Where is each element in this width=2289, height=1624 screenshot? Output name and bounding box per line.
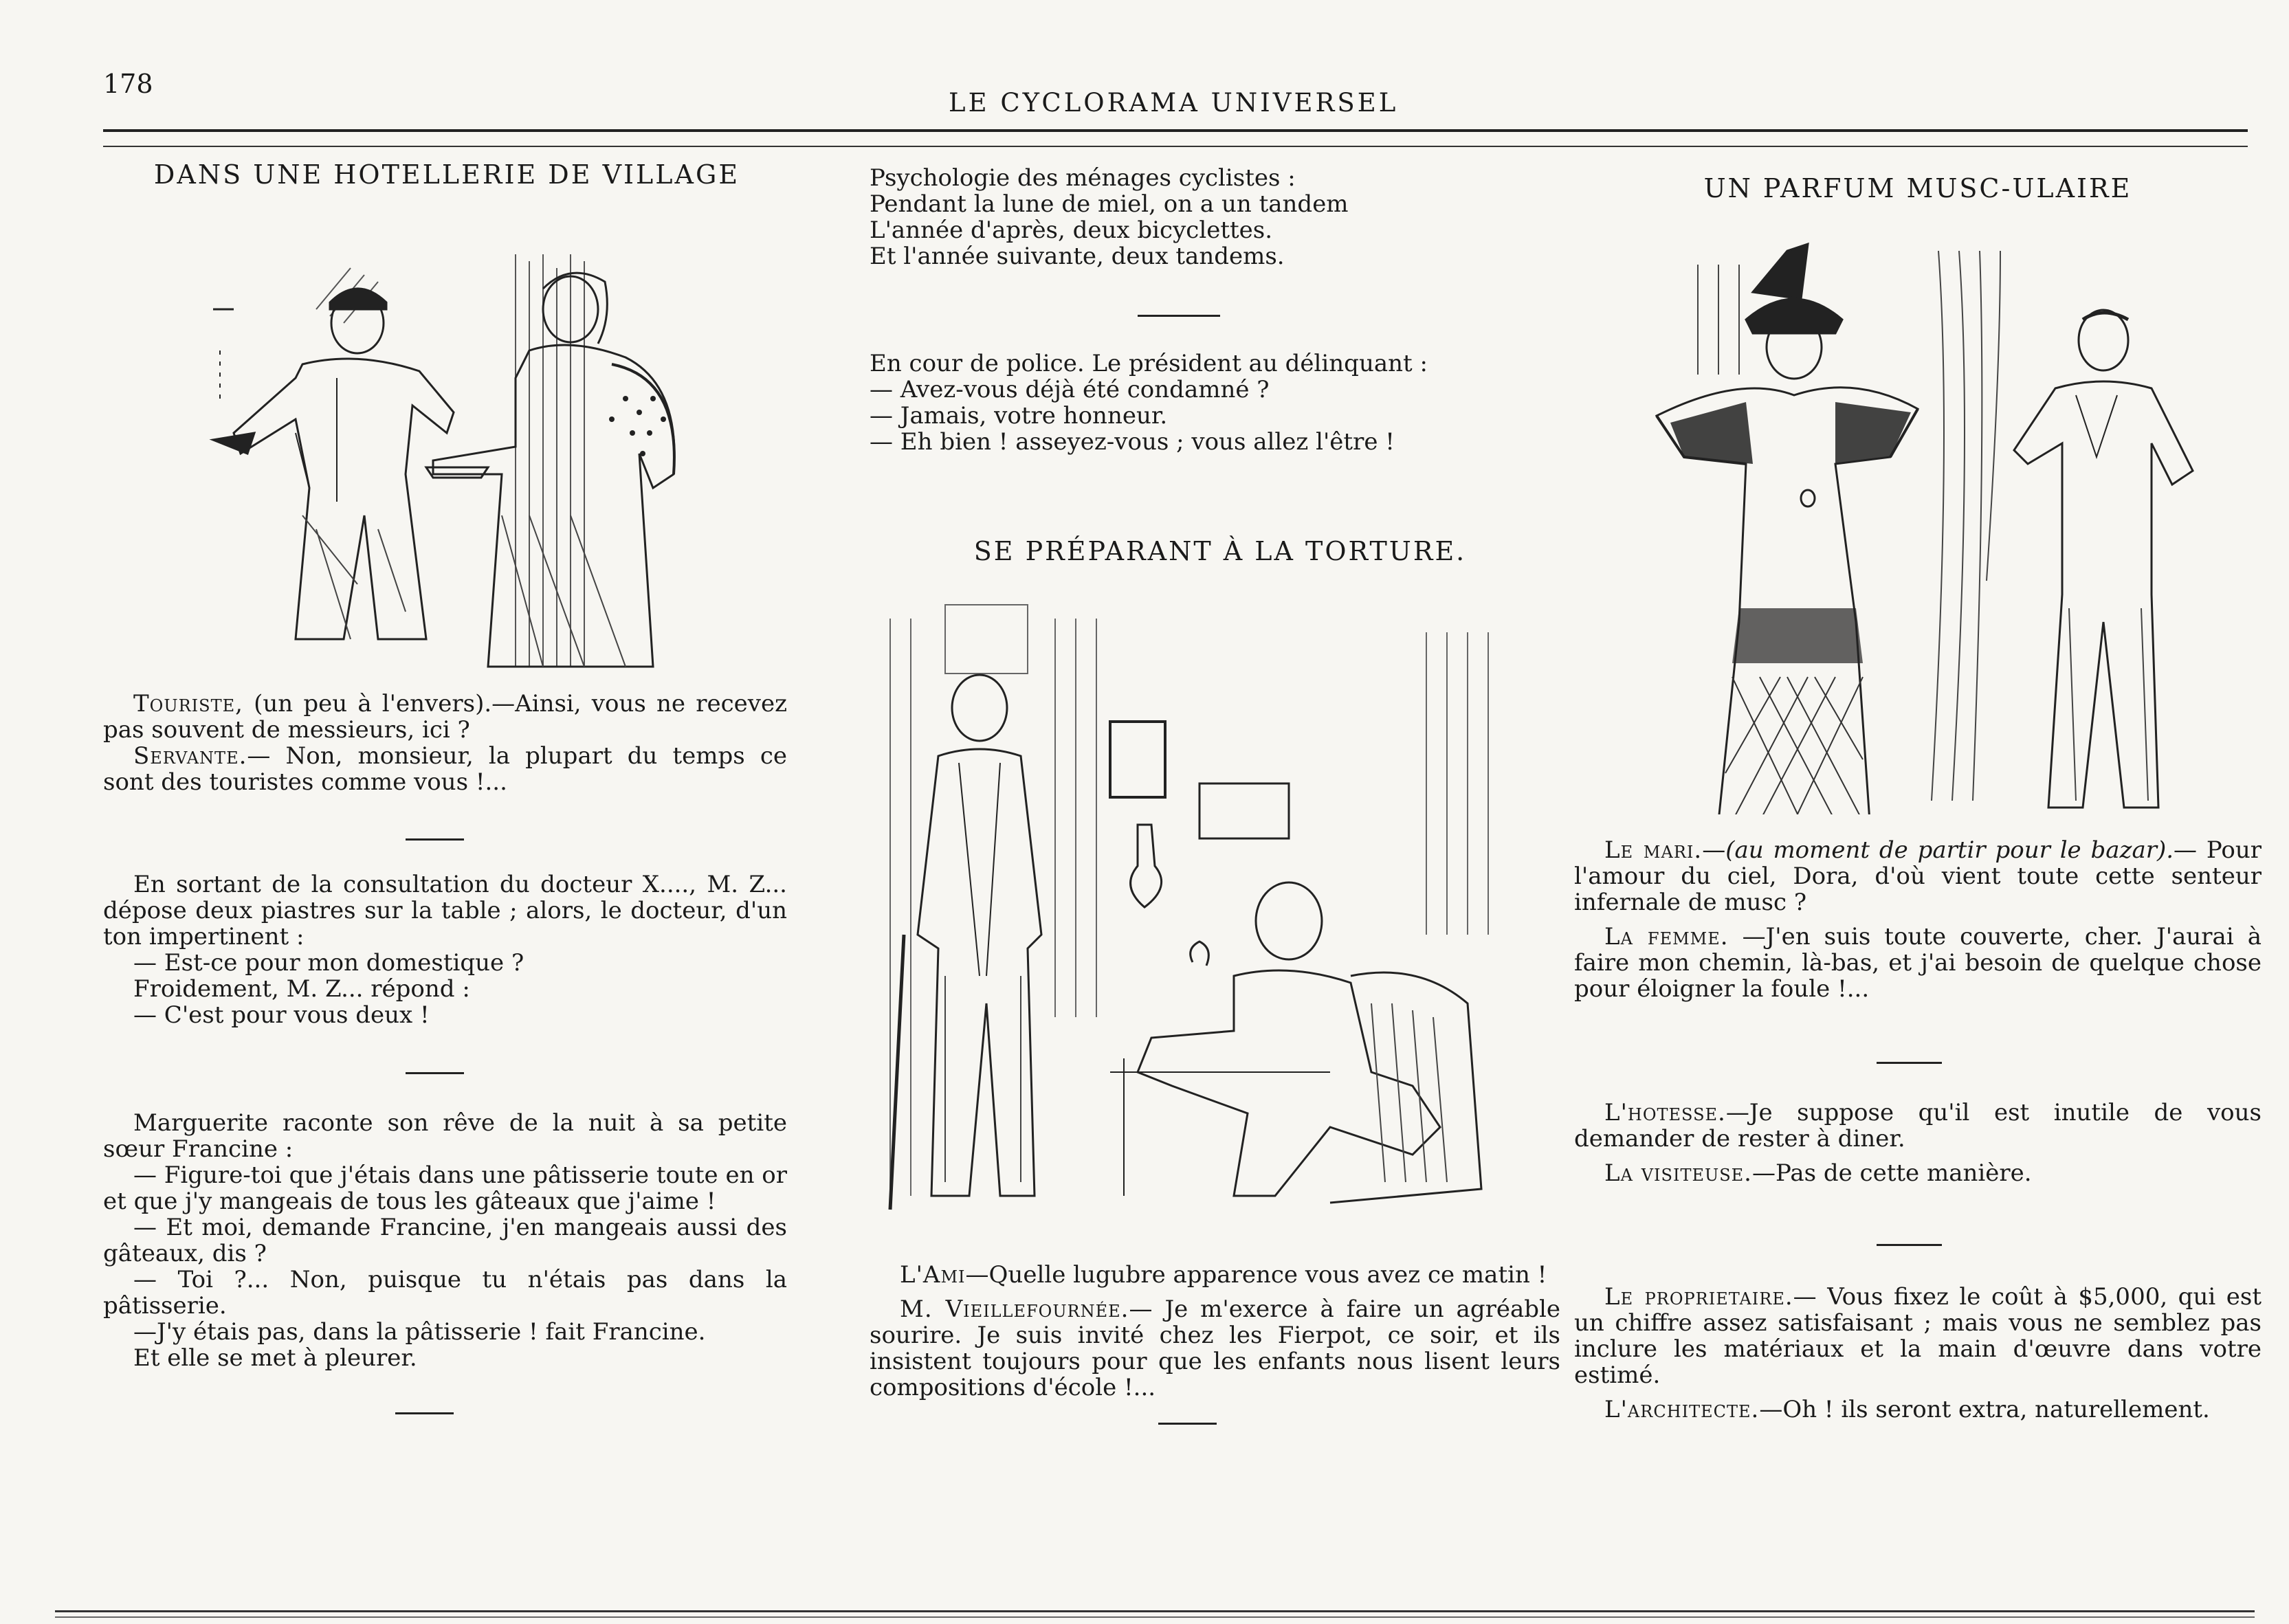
vieillefournee-line: — Je m'exerce à faire un agréable sourire. Je suis invité chez les Fierpot, ce soir, et ils insistent toujours pour que les enfants nous lisent leurs compositions d'école !... [870, 1295, 1560, 1401]
mari-line: — Pour l'amour du ciel, Dora, d'où vient toute cette senteur infernale de musc ? [1574, 836, 2262, 916]
running-title: LE CYCLORAMA UNIVERSEL [949, 88, 1399, 118]
speaker-proprietaire: Le proprietaire. [1604, 1283, 1793, 1311]
touriste-line: (un peu à l'envers).—Ainsi, vous ne recevez pas souvent de messieurs, ici ? [103, 690, 787, 744]
separator-rule [1158, 1423, 1217, 1425]
speaker-visiteuse: La visiteuse. [1604, 1159, 1752, 1187]
story-line: Froidement, M. Z... répond : [133, 975, 470, 1003]
separator-rule [406, 838, 464, 841]
police-line: En cour de police. Le président au délinquant : [870, 350, 1428, 377]
col2-police [870, 351, 1557, 455]
proprietaire-line: — Vous fixez le coût à $5,000, qui est un chiffre assez satisfaisant ; mais vous ne semblez pas inclure les matériaux et la main d'œuvre dans votre estimé. [1574, 1283, 2262, 1389]
speaker-ami: L'Ami [900, 1261, 966, 1289]
footer-rule [55, 1610, 2255, 1612]
story-line: — Est-ce pour mon domestique ? [133, 949, 524, 977]
story-line: — Figure-toi que j'étais dans une pâtisserie toute en or et que j'y mangeais de tous les gâteaux que j'aime ! [103, 1161, 788, 1215]
col2-title: SE PRÉPARANT À LA TORTURE. [973, 536, 1467, 566]
col1-story-doctor [103, 871, 787, 1028]
poem-line: Et l'année suivante, deux tandems. [870, 243, 1285, 270]
col1-title: DANS UNE HOTELLERIE DE VILLAGE [153, 159, 740, 190]
servante-line: — Non, monsieur, la plupart du temps ce sont des touristes comme vous !... [103, 742, 787, 796]
separator-rule [1138, 315, 1220, 317]
col3-dialog3 [1574, 1284, 2262, 1423]
col3-title: UN PARFUM MUSC-ULAIRE [1703, 173, 2132, 203]
speaker-touriste: Touriste, [133, 690, 243, 718]
poem-line: L'année d'après, deux bicyclettes. [870, 216, 1273, 244]
speaker-femme: La femme. [1604, 923, 1729, 950]
poem-line: Pendant la lune de miel, on a un tandem [870, 190, 1349, 218]
police-line: — Eh bien ! asseyez-vous ; vous allez l'être ! [870, 428, 1395, 456]
page-number: 178 [103, 69, 153, 99]
speaker-hotesse: L'hotesse. [1604, 1099, 1726, 1126]
police-line: — Avez-vous déjà été condamné ? [870, 376, 1270, 403]
police-line: — Jamais, votre honneur. [870, 402, 1168, 430]
col1-story-marguerite [103, 1110, 787, 1371]
footer-rule-thin [55, 1616, 2255, 1618]
speaker-servante: Servante. [133, 742, 247, 770]
torture-illustration [849, 591, 1540, 1244]
story-line: — Et moi, demande Francine, j'en mangeais aussi des gâteaux, dis ? [103, 1214, 787, 1267]
femme-line: —J'en suis toute couverte, cher. J'aurai à faire mon chemin, là-bas, et j'ai besoin de quelque chose pour éloigner la foule !... [1574, 923, 2262, 1003]
ami-line: —Quelle lugubre apparence vous avez ce matin ! [965, 1261, 1547, 1289]
separator-rule [395, 1412, 454, 1414]
story-line: Marguerite raconte son rêve de la nuit à sa petite sœur Francine : [103, 1109, 787, 1163]
header-rule [103, 129, 2248, 132]
speaker-mari: Le mari. [1604, 836, 1703, 864]
separator-rule [406, 1072, 464, 1074]
separator-rule [1877, 1244, 1942, 1246]
story-line: —J'y étais pas, dans la pâtisserie ! fait Francine. [133, 1318, 706, 1346]
col3-dialog1 [1574, 837, 2262, 1002]
col1-dialog1 [103, 691, 787, 795]
header-rule-thin [103, 146, 2248, 147]
col2-dialog [870, 1262, 1560, 1401]
hotesse-line: —Je suppose qu'il est inutile de vous demander de rester à diner. [1574, 1099, 2262, 1153]
mari-dash: — [1702, 836, 1726, 864]
story-line: — C'est pour vous deux ! [133, 1001, 430, 1029]
hotel-illustration [131, 227, 790, 680]
visiteuse-line: —Pas de cette manière. [1751, 1159, 2032, 1187]
separator-rule [1877, 1062, 1942, 1064]
speaker-vieillefournee: M. Vieillefournée. [900, 1295, 1129, 1323]
poem-line: Psychologie des ménages cyclistes : [870, 164, 1296, 192]
mari-stage-direction: (au moment de partir pour le bazar). [1725, 836, 2174, 864]
parfum-illustration [1629, 237, 2248, 814]
speaker-architecte: L'architecte. [1604, 1396, 1760, 1423]
col2-poem [870, 165, 1557, 269]
story-line: En sortant de la consultation du docteur X...., M. Z... dépose deux piastres sur la table ; alors, le docteur, d'un ton impertinent : [103, 871, 787, 950]
story-line: Et elle se met à pleurer. [133, 1344, 417, 1372]
story-line: — Toi ?... Non, puisque tu n'étais pas dans la pâtisserie. [103, 1266, 787, 1320]
col3-dialog2 [1574, 1100, 2262, 1186]
architecte-line: —Oh ! ils seront extra, naturellement. [1759, 1396, 2210, 1423]
